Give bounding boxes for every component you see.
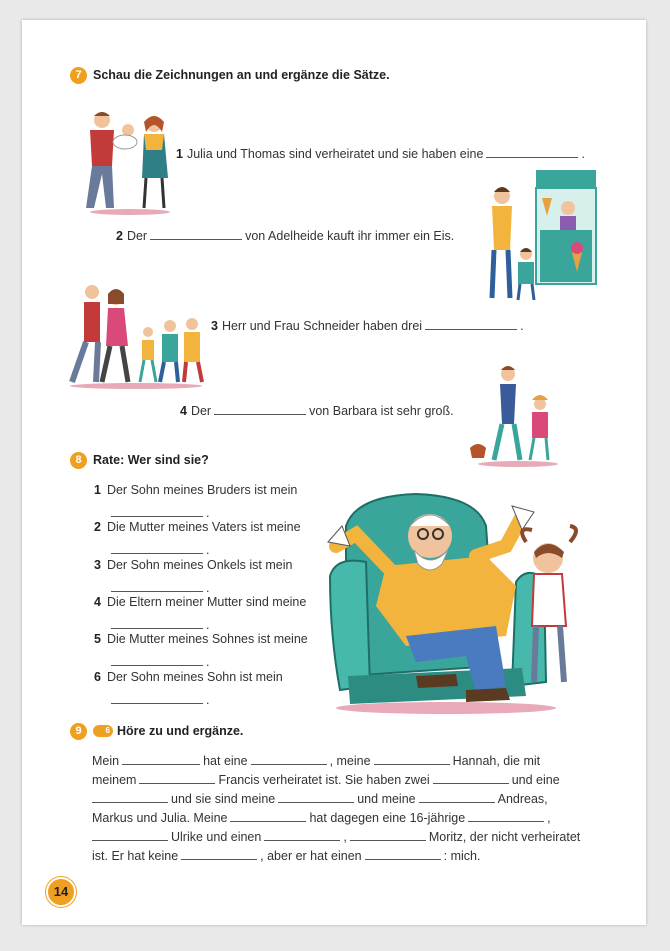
- ex8-item-2: [94, 520, 301, 557]
- ex7-item-1-text: Julia und Thomas sind verheiratet und sie haben eine: [186, 147, 484, 161]
- ex8-item-4-period: .: [206, 618, 210, 632]
- ex9-text: meinem: [92, 773, 137, 787]
- ex7-item-2-tail: von Adelheide kauft ihr immer ein Eis.: [245, 229, 455, 243]
- ex9-blank[interactable]: [374, 763, 450, 765]
- ex9-blank[interactable]: [92, 801, 168, 803]
- workbook-page: [22, 20, 646, 925]
- ex9-text: Moritz, der nicht verheiratet: [428, 830, 581, 844]
- ex7-item-4-blank[interactable]: [214, 413, 306, 415]
- ex8-item-6-blank[interactable]: [111, 702, 203, 704]
- ex8-item-5-text: Die Mutter meines Sohnes ist meine: [106, 632, 308, 646]
- ex8-item-5-blank[interactable]: [111, 664, 203, 666]
- page-number: 14: [46, 877, 76, 907]
- ex7-sentence-1: [176, 147, 585, 161]
- ex9-blank[interactable]: [251, 763, 327, 765]
- ex9-text: ist. Er hat keine: [92, 849, 179, 863]
- ex9-blank[interactable]: [365, 858, 441, 860]
- ex8-item-1-period: .: [206, 506, 210, 520]
- ex7-sentence-3: [211, 319, 524, 333]
- ex8-item-1-blank[interactable]: [111, 515, 203, 517]
- ex9-text: und eine: [511, 773, 560, 787]
- audio-track-icon[interactable]: [93, 725, 113, 737]
- ex7-item-3-blank[interactable]: [425, 328, 517, 330]
- ex9-blank[interactable]: [230, 820, 306, 822]
- ex8-item-5: [94, 632, 308, 669]
- ex8-item-1-text: Der Sohn meines Bruders ist mein: [106, 483, 298, 497]
- ex9-blank[interactable]: [264, 839, 340, 841]
- ex9-text: hat dagegen eine 16-jährige: [309, 811, 466, 825]
- ex7-item-1-blank[interactable]: [486, 156, 578, 158]
- ex8-item-4-blank[interactable]: [111, 627, 203, 629]
- ex9-paragraph: [92, 752, 602, 866]
- ex7-item-4-tail: von Barbara ist sehr groß.: [309, 404, 454, 418]
- ex9-text: Hannah, die mit: [452, 754, 541, 768]
- audio-track-number: 6: [105, 725, 110, 735]
- ex9-blank[interactable]: [468, 820, 544, 822]
- ex9-blank[interactable]: [350, 839, 426, 841]
- ex9-text: hat eine: [203, 754, 248, 768]
- ex8-item-5-period: .: [206, 655, 210, 669]
- ex9-blank[interactable]: [181, 858, 257, 860]
- ex9-text: und meine: [357, 792, 416, 806]
- ex9-text: Ulrike und einen: [171, 830, 262, 844]
- ex8-item-6: [94, 670, 283, 707]
- ex8-item-4: [94, 595, 306, 632]
- illustration-father-daughter-dog: [468, 364, 558, 468]
- ex8-item-1-number: 1: [94, 483, 101, 497]
- ex9-text: Francis verheiratet ist. Sie haben zwei: [218, 773, 430, 787]
- ex9-text: Markus und Julia. Meine: [92, 811, 228, 825]
- ex8-item-4-number: 4: [94, 595, 101, 609]
- ex9-text: Mein: [92, 754, 120, 768]
- illustration-ice-cream-stand: [480, 168, 600, 302]
- illustration-family-walking: [66, 282, 206, 390]
- ex8-item-3-period: .: [206, 581, 210, 595]
- ex9-blank[interactable]: [433, 782, 509, 784]
- ex8-item-2-blank[interactable]: [111, 552, 203, 554]
- ex9-blank[interactable]: [139, 782, 215, 784]
- ex7-sentence-2: [116, 229, 454, 243]
- ex9-blank[interactable]: [278, 801, 354, 803]
- ex7-item-2-blank[interactable]: [150, 238, 242, 240]
- ex9-text: ,: [343, 830, 347, 844]
- illustration-grandfather-armchair: [326, 486, 576, 718]
- ex8-item-2-text: Die Mutter meines Vaters ist meine: [106, 520, 301, 534]
- ex8-item-4-text: Die Eltern meiner Mutter sind meine: [106, 595, 307, 609]
- ex7-item-3-text: Herr und Frau Schneider haben drei: [221, 319, 423, 333]
- ex8-item-2-period: .: [206, 543, 210, 557]
- exercise-8-title: Rate: Wer sind sie?: [93, 453, 209, 467]
- exercise-8-number: 8: [70, 452, 87, 469]
- ex7-item-2-text: Der: [126, 229, 148, 243]
- exercise-7-title: Schau die Zeichnungen an und ergänze die Sätze.: [93, 68, 390, 82]
- exercise-9-title-row: [93, 724, 243, 738]
- exercise-9-title: Höre zu und ergänze.: [117, 724, 244, 738]
- ex7-item-4-text: Der: [190, 404, 212, 418]
- ex8-item-5-number: 5: [94, 632, 101, 646]
- ex7-item-3-tail: .: [520, 319, 524, 333]
- ex8-item-3-number: 3: [94, 558, 101, 572]
- ex8-item-3-blank[interactable]: [111, 590, 203, 592]
- ex7-item-1-tail: .: [581, 147, 585, 161]
- ex9-text: : mich.: [443, 849, 481, 863]
- exercise-9-number: 9: [70, 723, 87, 740]
- ex9-blank[interactable]: [92, 839, 168, 841]
- ex9-text: , aber er hat einen: [260, 849, 362, 863]
- illustration-couple-with-baby: [80, 108, 185, 216]
- ex8-item-1: [94, 483, 297, 520]
- exercise-7-number: 7: [70, 67, 87, 84]
- ex8-item-3-text: Der Sohn meines Onkels ist mein: [106, 558, 293, 572]
- ex8-item-6-text: Der Sohn meines Sohn ist mein: [106, 670, 283, 684]
- ex8-item-6-period: .: [206, 693, 210, 707]
- ex8-item-6-number: 6: [94, 670, 101, 684]
- ex9-text: Andreas,: [497, 792, 548, 806]
- ex7-item-2-number: 2: [116, 229, 123, 243]
- ex7-item-3-number: 3: [211, 319, 218, 333]
- ex9-text: , meine: [329, 754, 371, 768]
- ex7-item-4-number: 4: [180, 404, 187, 418]
- ex7-sentence-4: [180, 404, 454, 418]
- ex9-text: und sie sind meine: [171, 792, 276, 806]
- ex9-blank[interactable]: [419, 801, 495, 803]
- ex9-text: ,: [547, 811, 551, 825]
- ex7-item-1-number: 1: [176, 147, 183, 161]
- ex8-item-3: [94, 558, 292, 595]
- ex9-blank[interactable]: [122, 763, 200, 765]
- ex8-item-2-number: 2: [94, 520, 101, 534]
